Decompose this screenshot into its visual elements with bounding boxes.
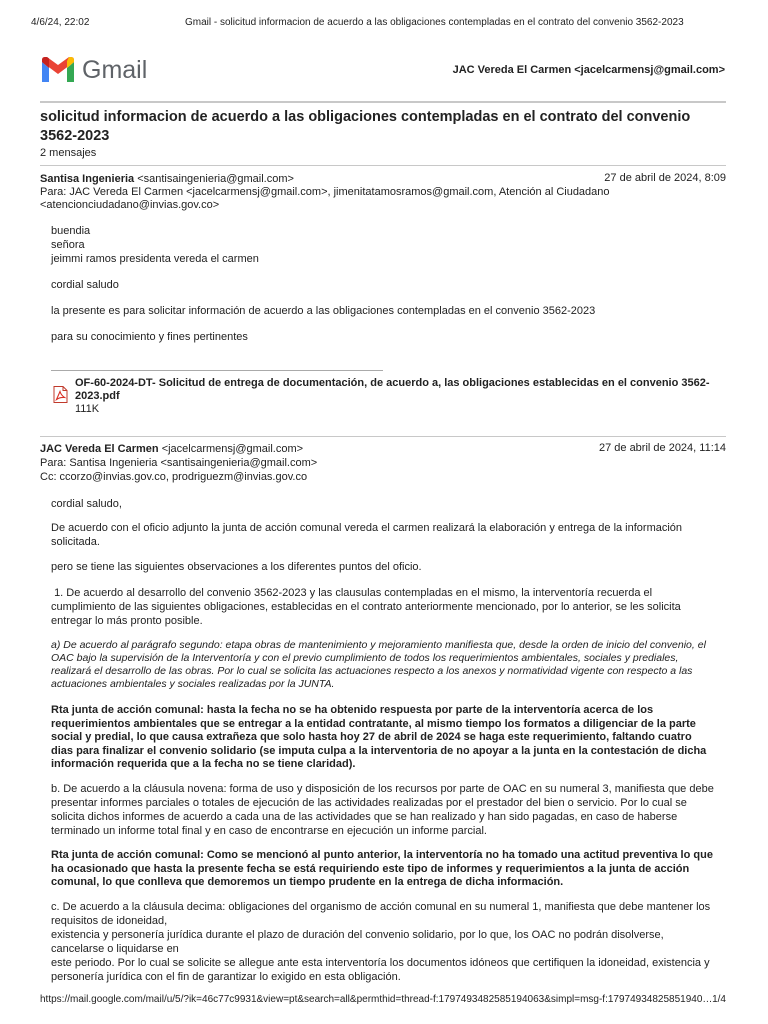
message2-sender bbox=[40, 442, 303, 456]
message1-body-line: la presente es para solicitar información de acuerdo a las obligaciones contempladas en el convenio 3562-2023 bbox=[51, 305, 596, 317]
message2-greeting: cordial saludo, bbox=[51, 498, 122, 510]
page-number: 1/4 bbox=[712, 994, 726, 1005]
header-divider bbox=[40, 101, 726, 103]
print-title: Gmail - solicitud informacion de acuerdo a las obligaciones contempladas en el contrato del convenio 3562-2023 bbox=[185, 17, 684, 28]
gmail-m-icon bbox=[40, 56, 76, 84]
pdf-icon[interactable] bbox=[53, 386, 68, 403]
sender-email: <jacelcarmensj@gmail.com> bbox=[161, 443, 304, 455]
print-url: https://mail.google.com/mail/u/5/?ik=46c77c9931&view=pt&search=all&permthid=thread-f:1797493482585194063&simpl=msg-f:17974934825851940… bbox=[40, 994, 713, 1005]
message1-body-line: buendia bbox=[51, 225, 91, 237]
thread-divider bbox=[40, 165, 726, 166]
message1-to-line2: <atencionciudadano@invias.gov.co> bbox=[40, 199, 220, 211]
attachment-size: 111K bbox=[75, 403, 100, 415]
message2-paragraph: 1. De acuerdo al desarrollo del convenio 3562-2023 y las clausulas contempladas en el mismo, la interventoría recuerda el cumplimiento de las siguientes obligaciones, establecidas en el contrato anteriormente mencionado, por lo anterior, se les solicita entregar lo más pronto posible. bbox=[51, 587, 684, 627]
print-datetime: 4/6/24, 22:02 bbox=[31, 17, 90, 28]
message2-paragraph: b. De acuerdo a la cláusula novena: forma de uso y disposición de los recursos por parte de OAC en su numeral 3, manifiesta que debe presentar informes parciales o totales de ejecución de las actividades realizadas por el prestador del bien o servicio. Por lo cual se solicita dichos informes de acuerdo a cada una de las actividades que se han realizado y han sido pagadas, en caso de haberse terminado un informe total final y en caso de encontrarse en ejecución un informe parcial. bbox=[51, 783, 714, 837]
sender-name: Santisa Ingenieria bbox=[40, 173, 135, 185]
message1-body-line: cordial saludo bbox=[51, 279, 119, 291]
message2-quoted-clause: a) De acuerdo al parágrafo segundo: etapa obras de mantenimiento y mejoramiento manifiesta que, desde la orden de inicio del convenio, el OAC bajo la supervisión de la Interventoría y con el previo cumplimiento de todos los requerimientos ambientales, sociales y prediales, realizará el desarrollo de las obras. Por lo cual se solicita las actuaciones respecto a los anexos y normatividad vigente con respecto a las actuaciones ambientales y sociales realizadas por la JUNTA. bbox=[51, 639, 706, 690]
message2-paragraph bbox=[51, 900, 716, 984]
message2-cc-line: Cc: ccorzo@invias.gov.co, prodriguezm@invias.gov.co bbox=[40, 471, 308, 483]
sender-email: <santisaingenieria@gmail.com> bbox=[137, 173, 294, 185]
account-label: JAC Vereda El Carmen <jacelcarmensj@gmail.com> bbox=[452, 64, 725, 76]
gmail-logo bbox=[40, 55, 150, 85]
message2-response: Rta junta de acción comunal: hasta la fecha no se ha obtenido respuesta por parte de la interventoría acerca de los requerimientos ambientales que se entregar a la entidad contratante, al mismo tiempo los formatos a diligenciar de la parte social y predial, lo que causa extrañeza que solo hasta hoy 27 de abril de 2024 se haga este requerimiento, faltando cuatro dias para finalizar el convenio solidario (se imputa culpa a la interventoria de no apoyar a la junta en la contestación de dicha información requerida que a la fecha no se tiene claridad). bbox=[51, 704, 707, 770]
message1-body-line: señora bbox=[51, 239, 85, 251]
gmail-wordmark: Gmail bbox=[82, 56, 148, 84]
message1-to-line1: Para: JAC Vereda El Carmen <jacelcarmensj@gmail.com>, jimenitatamosramos@gmail.com, Atención al Ciudadano bbox=[40, 186, 610, 198]
message1-date: 27 de abril de 2024, 8:09 bbox=[604, 172, 726, 184]
clause-line: este periodo. Por lo cual se solicite se allegue ante esta interventoría los documentos idóneos que certifiquen la idoneidad, existencia y personería jurídica con el fin de garantizar lo exigido en esta obligación. bbox=[51, 957, 710, 983]
clause-line: existencia y personería jurídica durante el plazo de duración del convenio solidario, por lo que, los OAC no podrán disolverse, cancelarse o liquidarse en bbox=[51, 929, 664, 955]
attachment-link[interactable]: OF-60-2024-DT- Solicitud de entrega de documentación, de acuerdo a, las obligaciones establecidas en el convenio 3562-2023.pdf bbox=[75, 377, 710, 402]
message-count: 2 mensajes bbox=[40, 147, 97, 159]
message2-response: Rta junta de acción comunal: Como se mencionó al punto anterior, la interventoría no ha tomado una actitud preventiva lo que ha ocasionado que hasta la presente fecha se está requiriendo este tipo de informes y requerimientos a la junta de acción comunal, lo que conlleva que demoremos un tiempo prudente en la entrega de dicha información. bbox=[51, 849, 713, 888]
sender-name: JAC Vereda El Carmen bbox=[40, 443, 159, 455]
message1-body-line: jeimmi ramos presidenta vereda el carmen bbox=[51, 253, 259, 265]
message2-paragraph: pero se tiene las siguientes observaciones a los diferentes puntos del oficio. bbox=[51, 561, 422, 573]
attachment-separator bbox=[51, 370, 383, 371]
message2-to-line: Para: Santisa Ingenieria <santisaingenieria@gmail.com> bbox=[40, 457, 318, 469]
message2-paragraph: De acuerdo con el oficio adjunto la junta de acción comunal vereda el carmen realizará la elaboración y entrega de la información solicitada. bbox=[51, 522, 683, 548]
clause-line: c. De acuerdo a la cláusula decima: obligaciones del organismo de acción comunal en su numeral 1, manifiesta que debe mantener los requisitos de idoneidad, bbox=[51, 901, 711, 927]
message1-body-line: para su conocimiento y fines pertinentes bbox=[51, 331, 248, 343]
message2-date: 27 de abril de 2024, 11:14 bbox=[598, 442, 726, 454]
thread-subject: solicitud informacion de acuerdo a las obligaciones contempladas en el contrato del convenio 3562-2023 bbox=[40, 109, 691, 144]
message1-sender bbox=[40, 172, 294, 186]
message-divider bbox=[40, 436, 726, 437]
